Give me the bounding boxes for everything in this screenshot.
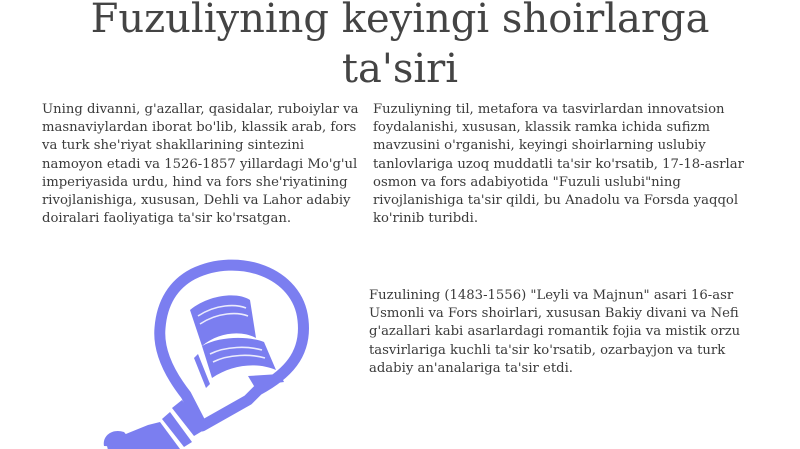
paragraph-leyli-majnun: Fuzulining (1483-1556) "Leyli va Majnun" asari 16-asr Usmonli va Fors shoirlari, xususan Bakiy divani va Nefi g'azallari kabi asarlardagi romantik fojia va mistik orzu tasvirlariga kuchli ta'sir ko'rsatib, ozarbayjon va turk adabiy an'analariga ta'sir etdi. — [369, 288, 741, 376]
paragraph-divan: Uning divanni, g'azallar, qasidalar, ruboiylar va masnaviylardan iborat bo'lib, klassik arab, fors va turk she'riyat shakllarining sintezini namoyon etadi va 1526-1857 yillardagi Mo'g'ul imperiyasida urdu, hind va fors she'riyatining rivojlanishiga, xususan, Dehli va Lahor adabiy doiralari faoliyatiga ta'sir ko'rsatgan. — [42, 102, 359, 227]
paragraph-style: Fuzuliyning til, metafora va tasvirlardan innovatsion foydalanishi, xususan, klassik ramka ichida sufizm mavzusini o'rganishi, keyingi shoirlarning uslubiy tanlovlariga uzoq muddatli ta'sir ko'rsatib, 17-18-asrlar osmon va fors adabiyotida "Fuzuli uslubi"ning rivojlanishiga ta'sir qildi, bu Anadolu va Forsda yaqqol ko'rinib turibdi. — [373, 102, 744, 227]
slide-title: Fuzuliyning keyingi shoirlarga ta'siri — [90, 0, 710, 92]
book-icon — [190, 295, 284, 388]
lightbulb-book-icon — [98, 250, 313, 449]
